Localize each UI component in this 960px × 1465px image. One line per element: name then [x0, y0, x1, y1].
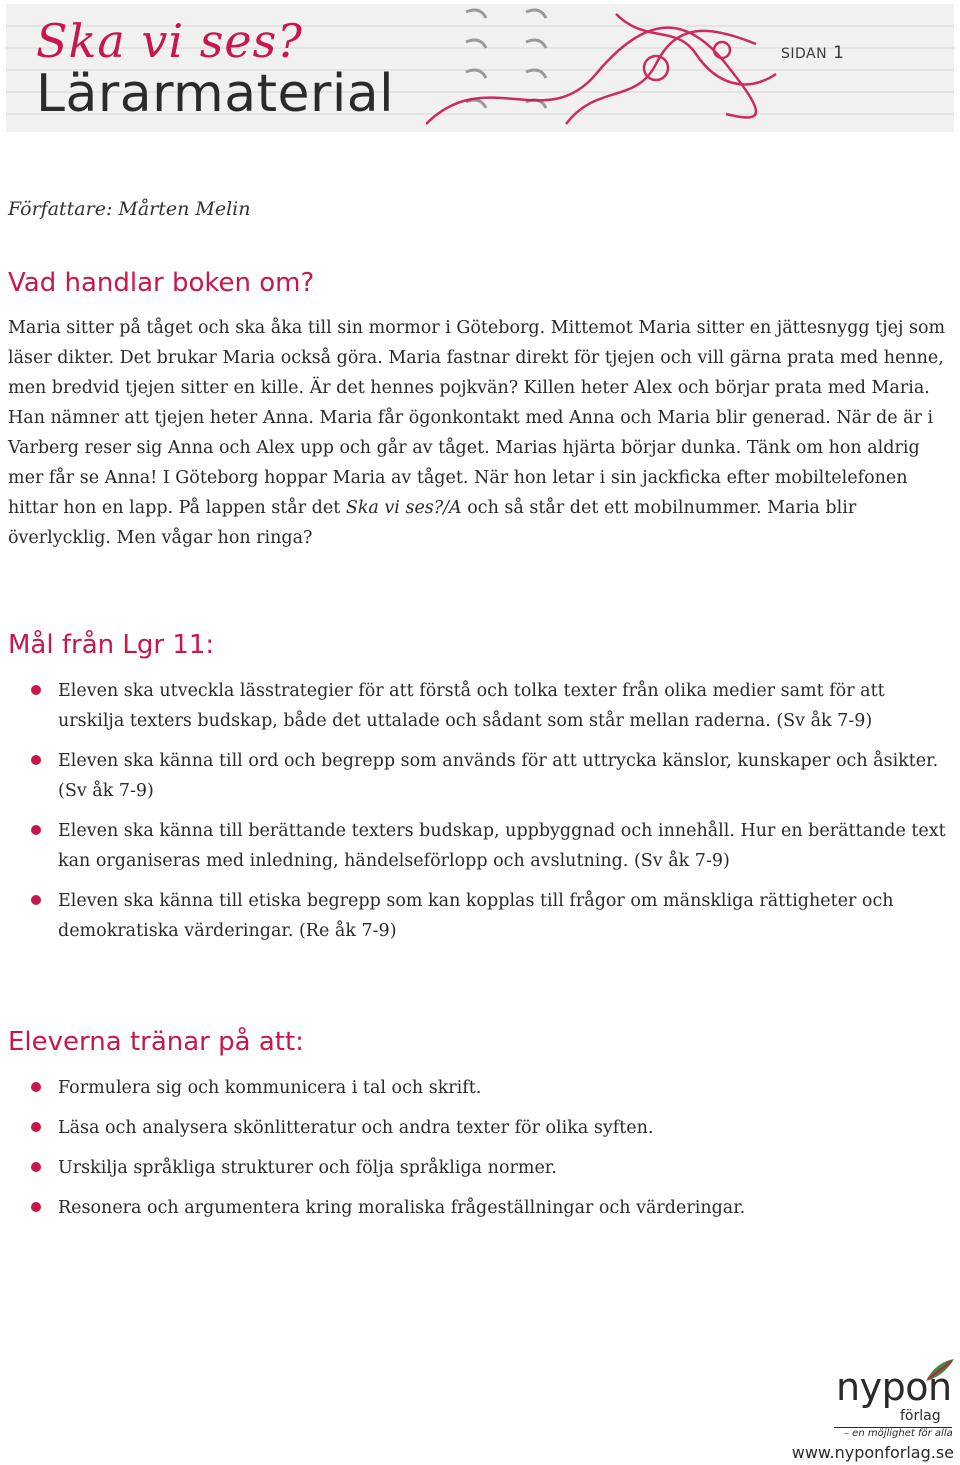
list-item: [8, 746, 956, 806]
goal-text: Eleven ska utveckla lässtrategier för att förstå och tolka texter från olika medier samt för att urskilja texters budskap, både det uttalade och sådant som står mellan raderna. (Sv åk 7-9): [58, 681, 885, 731]
goals-heading: Mål från Lgr 11:: [8, 630, 215, 660]
skill-text: Formulera sig och kommunicera i tal och skrift.: [58, 1078, 482, 1098]
document-title: Lärarmaterial: [36, 64, 395, 124]
goal-text: Eleven ska känna till etiska begrepp som kan kopplas till frågor om mänskliga rättigheter och demokratiska värderingar. (Re åk 7-9): [58, 891, 894, 941]
goals-list: [8, 676, 956, 956]
list-item: [8, 886, 956, 946]
logo-wordmark: nypon: [836, 1365, 952, 1409]
page-indicator: [781, 43, 844, 63]
author-line: Författare: Mårten Melin: [8, 198, 251, 220]
bullet-icon: [31, 1162, 41, 1172]
notebook-rings-decoration: [426, 4, 786, 132]
page-number: 1: [833, 43, 845, 63]
bullet-icon: [31, 1202, 41, 1212]
bullet-icon: [31, 755, 41, 765]
bullet-icon: [31, 895, 41, 905]
header-banner: [6, 4, 954, 132]
list-item: [8, 1193, 956, 1223]
list-item: [8, 676, 956, 736]
logo-subtitle: förlag: [900, 1408, 941, 1424]
list-item: [8, 816, 956, 876]
skill-text: Urskilja språkliga strukturer och följa språkliga normer.: [58, 1158, 557, 1178]
logo-tagline: – en möjlighet för alla: [844, 1428, 953, 1439]
series-title: Ska vi ses?: [36, 14, 303, 68]
skill-text: Resonera och argumentera kring moraliska frågeställningar och värderingar.: [58, 1198, 746, 1218]
bullet-icon: [31, 1082, 41, 1092]
website-link[interactable]: www.nyponforlag.se: [791, 1443, 954, 1462]
page-label: SIDAN: [781, 46, 828, 62]
goal-text: Eleven ska känna till ord och begrepp som används för att uttrycka känslor, kunskaper och åsikter. (Sv åk 7-9): [58, 751, 939, 801]
bullet-icon: [31, 825, 41, 835]
skills-list: [8, 1073, 956, 1233]
bullet-icon: [31, 1122, 41, 1132]
bullet-icon: [31, 685, 41, 695]
list-item: [8, 1073, 956, 1103]
about-text: [8, 313, 956, 553]
about-heading: Vad handlar boken om?: [8, 268, 315, 298]
skill-text: Läsa och analysera skönlitteratur och andra texter för olika syften.: [58, 1118, 654, 1138]
goal-text: Eleven ska känna till berättande texters budskap, uppbyggnad och innehåll. Hur en berättande text kan organiseras med inledning, händelseförlopp och avslutning. (Sv åk 7-9): [58, 821, 946, 871]
about-text-end: och så står det ett mobilnummer. Maria blir överlycklig. Men vågar hon ringa?: [8, 498, 857, 548]
about-text-main: Maria sitter på tåget och ska åka till sin mormor i Göteborg. Mittemot Maria sitter en jättesnygg tjej som läser dikter. Det brukar Maria också göra. Maria fastnar direkt för tjejen och vill gärna prata med henne, men bredvid tjejen sitter en kille. Är det hennes pojkvän? Killen heter Alex och börjar prata med Maria. Han nämner att tjejen heter Anna. Maria får ögonkontakt med Anna och Maria blir generad. När de är i Varberg reser sig Anna och Alex upp och går av tåget. Marias hjärta börjar dunka. Tänk om hon aldrig mer får se Anna! I Göteborg hoppar Maria av tåget. När hon letar i sin jackficka efter mobiltelefonen hittar hon en lapp. På lappen står det: [8, 318, 946, 518]
publisher-logo: [820, 1355, 960, 1455]
about-text-italic: Ska vi ses?/A: [345, 498, 462, 518]
skills-heading: Eleverna tränar på att:: [8, 1027, 304, 1057]
list-item: [8, 1113, 956, 1143]
list-item: [8, 1153, 956, 1183]
